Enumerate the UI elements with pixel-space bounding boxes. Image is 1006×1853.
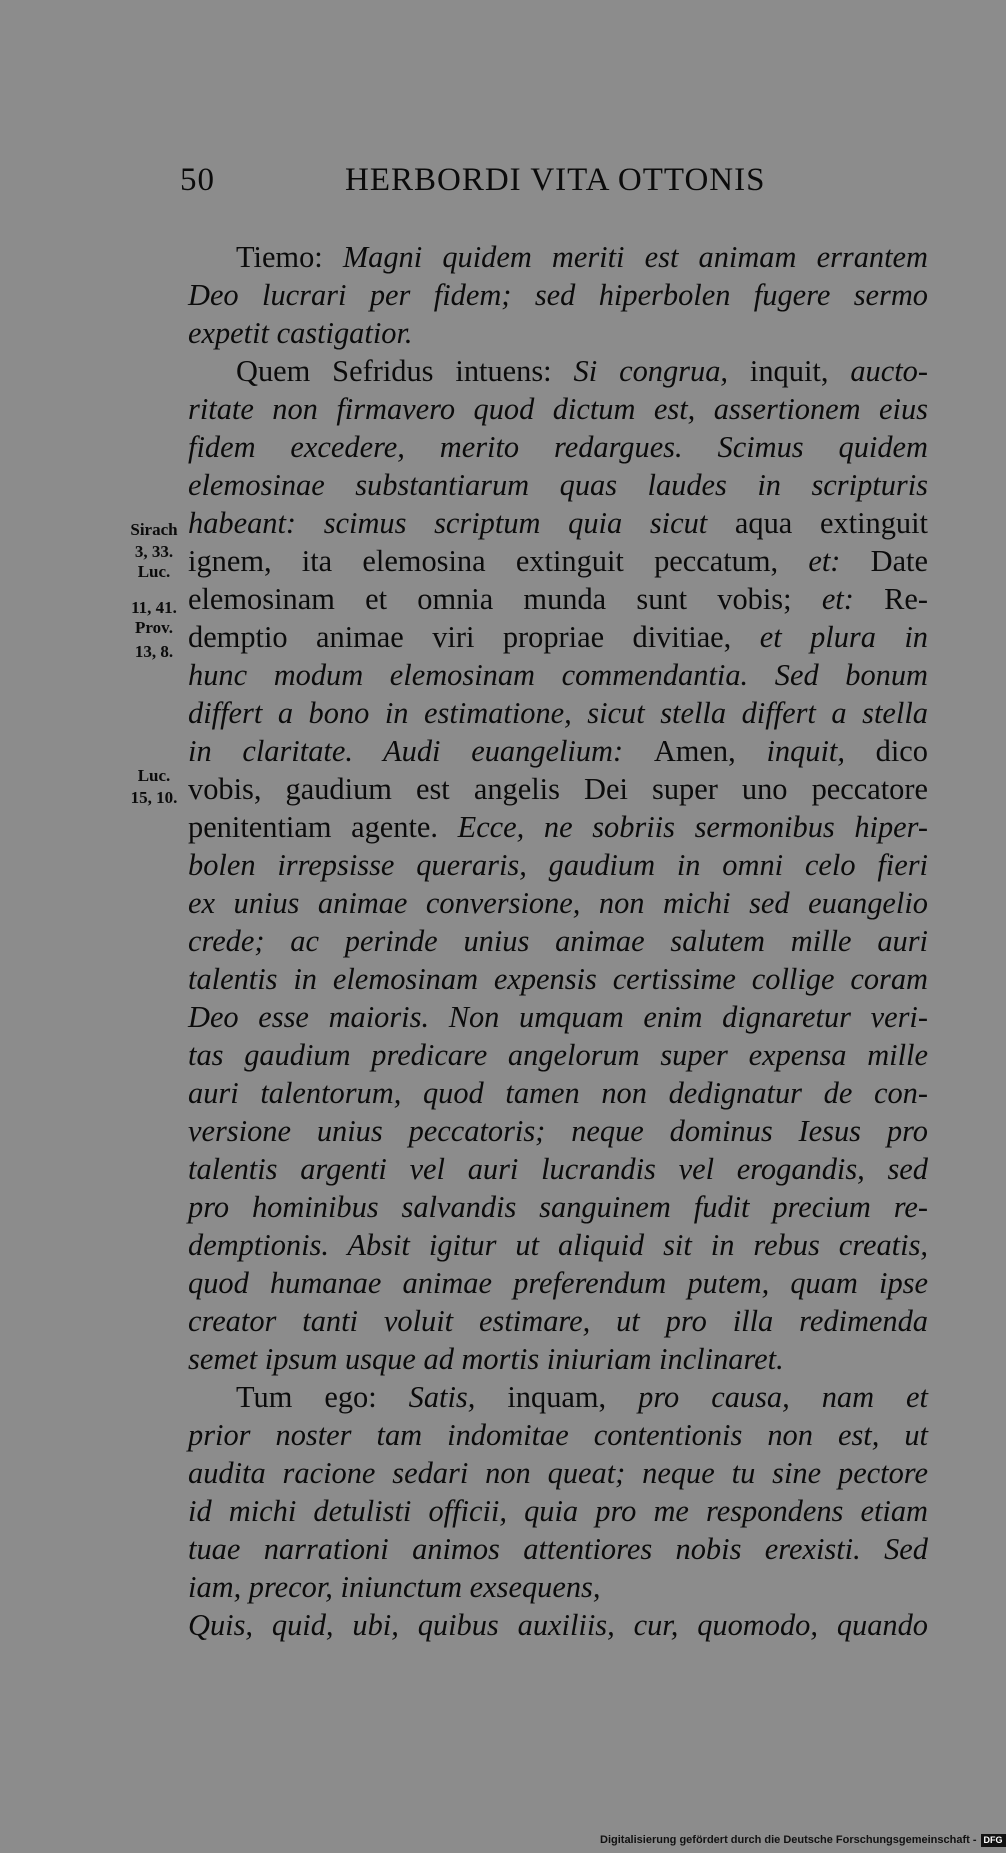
roman-segment: inquit, [749, 354, 851, 388]
italic-segment: semet ipsum usque ad mortis iniuriam inclinaret. [188, 1342, 784, 1376]
italic-segment: pro hominibus salvandis sanguinem fudit precium re- [188, 1190, 928, 1224]
text-line [188, 1416, 928, 1454]
italic-segment: creator tanti voluit estimare, ut pro illa redimenda [188, 1304, 928, 1338]
italic-segment: Deo esse maioris. Non umquam enim dignaretur veri- [188, 1000, 928, 1034]
roman-segment: demptio animae viri propriae divitiae, [188, 620, 760, 654]
text-line [188, 466, 928, 504]
roman-segment: Date [870, 544, 928, 578]
page-number: 50 [180, 162, 215, 198]
italic-segment: talentis in elemosinam expensis certissime collige coram [188, 962, 928, 996]
italic-segment: habeant: scimus scriptum quia sicut [188, 506, 735, 540]
running-title: HERBORDI VITA OTTONIS [345, 162, 766, 198]
text-line [188, 1112, 928, 1150]
roman-segment: Tum ego: [236, 1380, 409, 1414]
italic-segment: audita racione sedari non queat; neque tu sine pectore [188, 1456, 928, 1490]
italic-segment: fidem excedere, merito redargues. Scimus quidem [188, 430, 928, 464]
roman-segment: Quem Sefridus intuens: [236, 354, 574, 388]
text-line [188, 1226, 928, 1264]
text-line [188, 1340, 928, 1378]
margin-note: Sirach [130, 520, 178, 539]
text-line [188, 1454, 928, 1492]
text-line [188, 1492, 928, 1530]
text-line [188, 238, 928, 276]
italic-segment: ex unius animae conversione, non michi sed euangelio [188, 886, 928, 920]
margin-note: 15, 10. [130, 788, 178, 807]
text-line [188, 656, 928, 694]
body-text [188, 238, 928, 1644]
text-line [188, 808, 928, 846]
roman-segment: penitentiam agente. [188, 810, 458, 844]
italic-segment: in claritate. Audi euangelium: [188, 734, 654, 768]
italic-segment: elemosinae substantiarum quas laudes in scripturis [188, 468, 928, 502]
text-line [188, 618, 928, 656]
text-line [188, 884, 928, 922]
italic-segment: et: [808, 544, 871, 578]
text-line [188, 998, 928, 1036]
text-line [188, 1150, 928, 1188]
italic-segment: et plura in [759, 620, 928, 654]
margin-note: 13, 8. [134, 642, 174, 661]
italic-segment: Ecce, ne sobriis sermonibus hiper- [457, 810, 929, 844]
italic-segment: Magni quidem meriti est animam errantem [342, 240, 928, 274]
text-line [188, 1074, 928, 1112]
text-line [188, 1568, 928, 1606]
text-line [188, 922, 928, 960]
margin-note: Luc. [137, 766, 171, 785]
italic-segment: talentis argenti vel auri lucrandis vel erogandis, sed [188, 1152, 928, 1186]
dfg-logo: DFG [981, 1834, 1006, 1847]
margin-note: Prov. [135, 618, 173, 637]
italic-segment: differt a bono in estimatione, sicut stella differt a stella [188, 696, 928, 730]
text-line [188, 352, 928, 390]
roman-segment: Amen, [653, 734, 767, 768]
italic-segment: crede; ac perinde unius animae salutem mille auri [188, 924, 928, 958]
italic-segment: tas gaudium predicare angelorum super expensa mille [188, 1038, 928, 1072]
text-line [188, 1530, 928, 1568]
roman-segment: Tiemo: [236, 240, 343, 274]
roman-segment: dico [875, 734, 928, 768]
italic-segment: id michi detulisti officii, quia pro me respondens etiam [188, 1494, 928, 1528]
italic-segment: tuae narrationi animos attentiores nobis erexisti. Sed [188, 1532, 928, 1566]
italic-segment: Quis, quid, ubi, quibus auxiliis, cur, quomodo, quando [188, 1608, 928, 1642]
page-header [180, 162, 766, 202]
italic-segment: Si congrua, [573, 354, 750, 388]
italic-segment: demptionis. Absit igitur ut aliquid sit in rebus creatis, [188, 1228, 928, 1262]
roman-segment: vobis, gaudium est angelis Dei super uno peccatore [188, 772, 928, 806]
roman-segment: inquam, [507, 1380, 639, 1414]
italic-segment: Satis, [408, 1380, 508, 1414]
text-line [188, 770, 928, 808]
margin-note: 11, 41. [131, 598, 177, 617]
italic-segment: bolen irrepsisse queraris, gaudium in omni celo fieri [188, 848, 928, 882]
text-line [188, 1036, 928, 1074]
italic-segment: auri talentorum, quod tamen non dedignatur de con- [188, 1076, 928, 1110]
italic-segment: versione unius peccatoris; neque dominus Iesus pro [188, 1114, 928, 1148]
italic-segment: Deo lucrari per fidem; sed hiperbolen fugere sermo [188, 278, 928, 312]
roman-segment: elemosinam et omnia munda sunt vobis; [188, 582, 822, 616]
text-line [188, 580, 928, 618]
italic-segment: hunc modum elemosinam commendantia. Sed bonum [188, 658, 928, 692]
italic-segment: prior noster tam indomitae contentionis non est, ut [188, 1418, 928, 1452]
roman-segment: ignem, ita elemosina extinguit peccatum, [188, 544, 809, 578]
text-line [188, 504, 928, 542]
italic-segment: quod humanae animae preferendum putem, quam ipse [188, 1266, 928, 1300]
italic-segment: aucto- [850, 354, 928, 388]
italic-segment: et: [821, 582, 885, 616]
text-line [188, 732, 928, 770]
text-line [188, 314, 928, 352]
italic-segment: inquit, [766, 734, 876, 768]
text-line [188, 1378, 928, 1416]
text-line [188, 390, 928, 428]
roman-segment: Re- [884, 582, 928, 616]
text-line [188, 694, 928, 732]
italic-segment: iam, precor, iniunctum exsequens, [188, 1570, 601, 1604]
text-line [188, 960, 928, 998]
italic-segment: pro causa, nam et [638, 1380, 928, 1414]
digitization-credit [600, 1834, 1003, 1850]
text-line [188, 1606, 928, 1644]
text-line [188, 1264, 928, 1302]
credit-text: Digitalisierung gefördert durch die Deutsche Forschungsgemeinschaft - [600, 1834, 977, 1846]
text-line [188, 1302, 928, 1340]
italic-segment: ritate non firmavero quod dictum est, assertionem eius [188, 392, 928, 426]
text-line [188, 276, 928, 314]
margin-note: 3, 33. [134, 542, 174, 561]
margin-note: Luc. [137, 562, 171, 581]
roman-segment: aqua extinguit [734, 506, 928, 540]
italic-segment: expetit castigatior. [188, 316, 413, 350]
text-line [188, 428, 928, 466]
text-line [188, 542, 928, 580]
text-line [188, 846, 928, 884]
text-line [188, 1188, 928, 1226]
